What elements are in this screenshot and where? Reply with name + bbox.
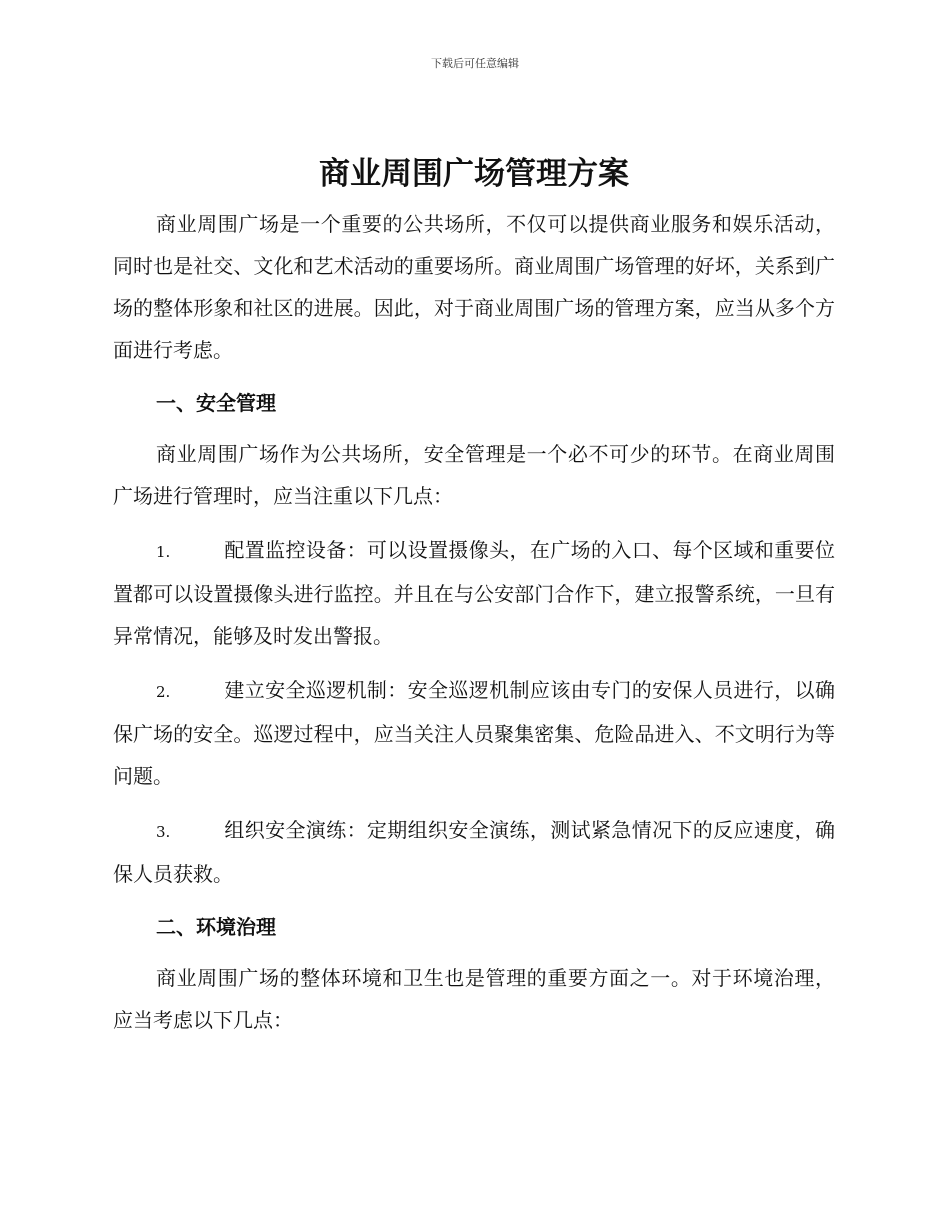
intro-paragraph: 商业周围广场是一个重要的公共场所，不仅可以提供商业服务和娱乐活动，同时也是社交、文化和艺术活动的重要场所。商业周围广场管理的好坏，关系到广场的整体形象和社区的进展。因此，对于商业周围广场的管理方案，应当从多个方面进行考虑。 (113, 212, 835, 362)
header-note: 下载后可任意编辑 (431, 57, 519, 70)
list-item (113, 809, 835, 895)
list-item-number: 2. (156, 683, 171, 701)
list-item-number: 3. (156, 823, 171, 841)
list-item-number: 1. (156, 543, 171, 561)
section-heading-safety: 一、安全管理 (156, 391, 276, 415)
list-item (113, 529, 835, 657)
document-body (113, 150, 835, 1041)
environment-intro-paragraph: 商业周围广场的整体环境和卫生也是管理的重要方面之一。对于环境治理，应当考虑以下几点： (113, 966, 835, 1032)
section-heading-environment: 二、环境治理 (156, 915, 276, 939)
document-title: 商业周围广场管理方案 (319, 156, 629, 192)
list-item-text: 组织安全演练：定期组织安全演练，测试紧急情况下的反应速度，确保人员获救。 (113, 818, 835, 886)
safety-intro-paragraph: 商业周围广场作为公共场所，安全管理是一个必不可少的环节。在商业周围广场进行管理时，应当注重以下几点： (113, 442, 835, 508)
list-item-text: 建立安全巡逻机制：安全巡逻机制应该由专门的安保人员进行，以确保广场的安全。巡逻过程中，应当关注人员聚集密集、危险品进入、不文明行为等问题。 (113, 678, 835, 788)
list-item-text: 配置监控设备：可以设置摄像头，在广场的入口、每个区域和重要位置都可以设置摄像头进行监控。并且在与公安部门合作下，建立报警系统，一旦有异常情况，能够及时发出警报。 (113, 538, 835, 648)
list-item (113, 669, 835, 797)
